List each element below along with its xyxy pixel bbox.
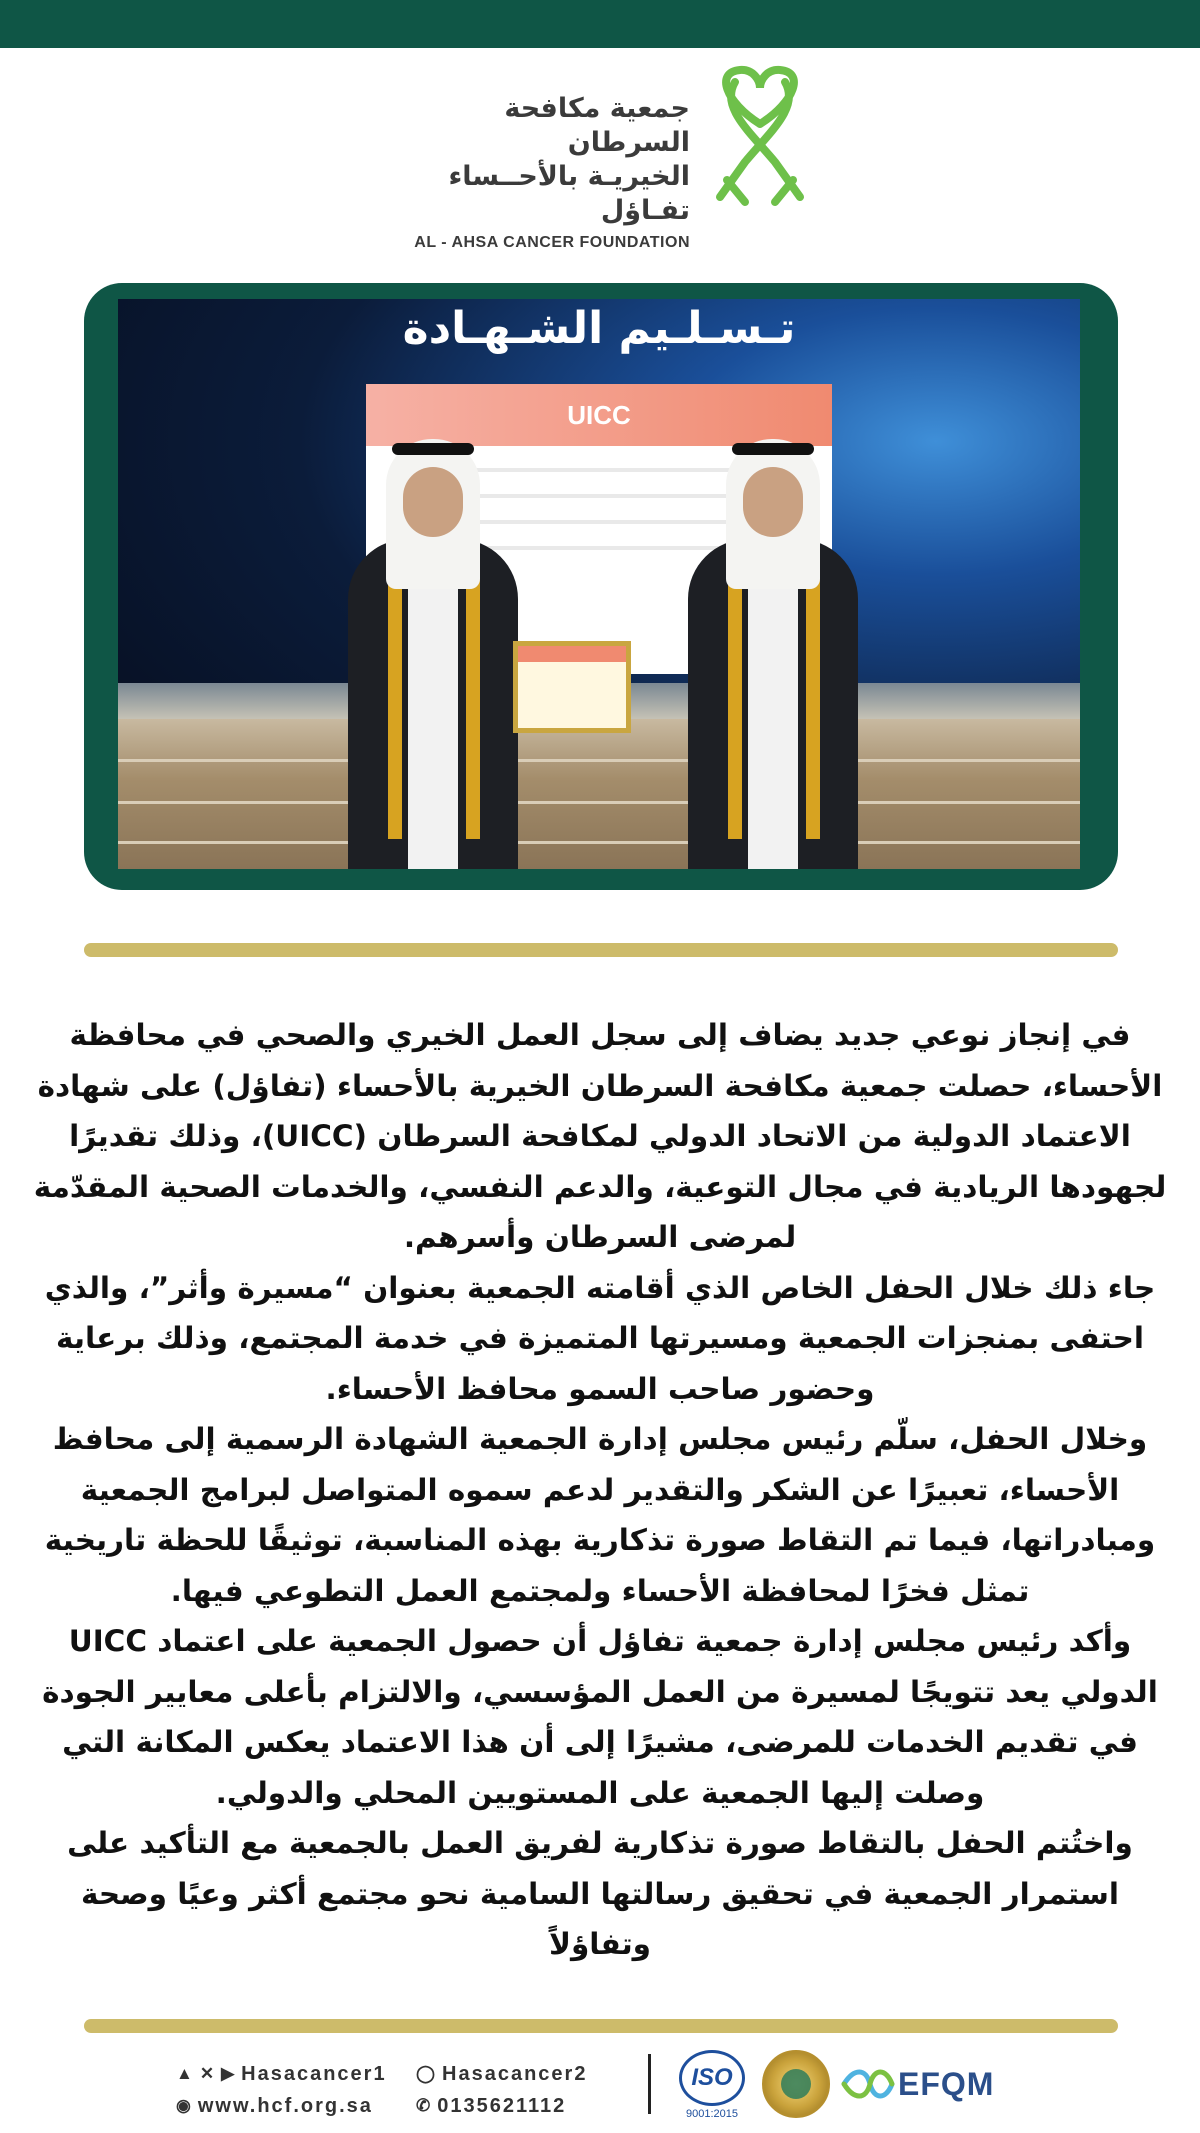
article-line: الدولي يعد تتويجًا لمسيرة من العمل المؤسسي، والالتزام بأعلى معايير الجودة [42,1674,1158,1709]
org-name-ar-line2: الخيريـة بالأحــساء تفـاؤل [448,161,690,226]
article-paragraph [0,1616,1200,1818]
award-seal-icon [762,2050,830,2118]
social-handle-2-text: Hasacancer2 [442,2062,588,2085]
phone-text: 0135621112 [437,2094,567,2117]
footer [0,2040,1200,2130]
article-paragraph [0,1414,1200,1616]
thobe [408,559,458,869]
article-line: احتفى بمنجزات الجمعية ومسيرتها المتميزة في خدمة المجتمع، وذلك برعاية [56,1321,1144,1355]
article-body [0,1010,1200,1970]
article-paragraph [0,1263,1200,1415]
youtube-icon: ▶ [221,2064,237,2083]
article-line: تمثل فخرًا لمحافظة الأحساء ولمجتمع العمل التطوعي فيها. [170,1573,1030,1608]
stage-step [118,841,1080,844]
agal [732,443,814,455]
article-line: الأحساء، تعبيرًا عن الشكر والتقدير لدعم سموه المتواصل لبرامج الجمعية [80,1472,1120,1507]
social-handle-2[interactable] [416,2063,616,2086]
top-bar [0,0,1200,48]
agal [392,443,474,455]
footer-separator [648,2054,651,2114]
contact-row-web [176,2090,616,2122]
iso-number: 9001:2015 [686,2108,738,2120]
social-handle-1[interactable] [176,2063,416,2086]
photo-banner-text: تـسـلـيم الشـهـادة [402,303,796,354]
website-link[interactable] [176,2095,416,2118]
org-name-en: AL - AHSA CANCER FOUNDATION [414,234,690,251]
face [403,467,463,537]
stage-step [118,759,1080,762]
seal-emblem [781,2069,811,2099]
article-line: وحضور صاحب السمو محافظ الأحساء. [325,1371,875,1406]
x-icon: ✕ [199,2064,217,2083]
article-line: لمرضى السرطان وأسرهم. [403,1220,797,1254]
social-handle-1-text: Hasacancer1 [241,2062,387,2085]
article-line: وتفاؤلاً [548,1927,652,1961]
ribbon-heart-icon [705,62,815,207]
contact-block [176,2058,616,2122]
screen-header [366,384,832,446]
divider-bottom [84,2019,1118,2033]
article-line: استمرار الجمعية في تحقيق رسالتها السامية نحو مجتمع أكثر وعيًا وصحة [80,1876,1120,1911]
efqm-label: EFQM [898,2065,995,2102]
article-line: وخلال الحفل، سلّم رئيس مجلس إدارة الجمعية الشهادة الرسمية إلى محافظ [52,1422,1148,1456]
iso-label: ISO [691,2064,733,2091]
org-name-ar-line1: جمعية مكافحة السرطان [504,93,690,158]
article-line: واختُتم الحفل بالتقاط صورة تذكارية لفريق العمل بالجمعية مع التأكيد على [67,1826,1133,1860]
phone-number[interactable] [416,2095,616,2118]
article-line: وصلت إليها الجمعية على المستويين المحلي والدولي. [215,1775,985,1810]
article-paragraph [0,1010,1200,1263]
thobe [748,559,798,869]
org-logo [395,62,815,251]
stage-floor [118,719,1080,869]
article-line: ومبادراتها، فيما تم التقاط صورة تذكارية بهذه المناسبة، توثيقًا للحظة تاريخية [44,1523,1156,1557]
instagram-icon: ◯ [416,2064,438,2083]
divider-top [84,943,1118,957]
efqm-icon [840,2064,896,2104]
article-line: في إنجاز نوعي جديد يضاف إلى سجل العمل الخيري والصحي في محافظة [69,1018,1131,1052]
uicc-logo: UICC [567,399,631,430]
article-line: في تقديم الخدمات للمرضى، مشيرًا إلى أن هذا الاعتماد يعكس المكانة التي [62,1725,1138,1759]
article-line: الاعتماد الدولية من الاتحاد الدولي لمكافحة السرطان (UICC)، وذلك تقديرًا [69,1119,1131,1153]
globe-icon: ◉ [176,2096,193,2115]
ceremony-photo [118,299,1080,869]
article-line: الأحساء، حصلت جمعية مكافحة السرطان الخيرية بالأحساء (تفاؤل) على شهادة [37,1068,1163,1103]
phone-icon: ✆ [416,2096,433,2115]
stage-step [118,801,1080,804]
article-line: وأكد رئيس مجلس إدارة جمعية تفاؤل أن حصول الجمعية على اعتماد UICC [68,1624,1132,1658]
article-paragraph [0,1818,1200,1970]
certificate-header [518,646,626,662]
person-left [348,449,518,869]
contact-row-social [176,2058,616,2090]
article-line: جاء ذلك خلال الحفل الخاص الذي أقامته الجمعية بعنوان “مسيرة وأثر”، والذي [44,1270,1156,1305]
iso-badge [676,2050,748,2128]
photo-frame [84,283,1118,890]
iso-circle [679,2050,745,2106]
website-text: www.hcf.org.sa [197,2094,373,2117]
snapchat-icon: ▲ [176,2064,195,2083]
certificate [513,641,631,733]
person-right [688,449,858,869]
efqm-badge [840,2062,1010,2106]
org-name [400,92,690,252]
face [743,467,803,537]
article-line: لجهودها الريادية في مجال التوعية، والدعم النفسي، والخدمات الصحية المقدّمة [33,1169,1167,1204]
